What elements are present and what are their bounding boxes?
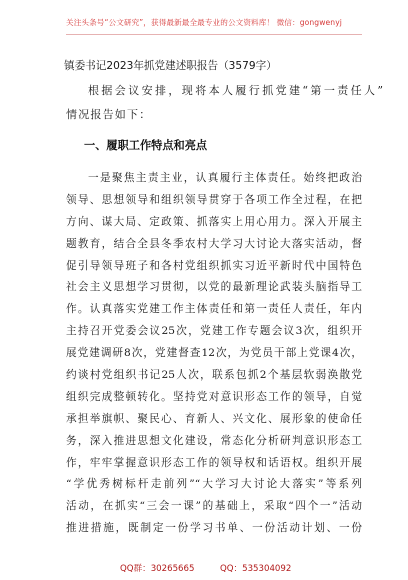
qq-contact: QQ：535304092 [220,564,292,574]
footer [0,560,408,580]
paragraph-line: 一是聚焦主责主业，认真履行主体责任。始终把政治 [88,172,362,184]
paragraph-line: 促引导领导班子和各村党组织抓实习近平新时代中国特色 [66,259,362,272]
intro-line-2: 情况报告如下： [66,108,152,121]
paragraph-line: 展党建调研8次，党建督查12次，为党员干部上党课4次， [66,347,362,360]
top-banner [0,0,408,46]
qq-group-contact: QQ群：30265665 [120,564,195,574]
paragraph-line: 约谈村党组织书记25人次，联系包抓2个基层软弱涣散党 [66,369,362,382]
intro-line-1: 根据会议安排，现将本人履行抓党建“第一责任人” [88,84,386,97]
paragraph-line: 务，深入推进思想文化建设，常态化分析研判意识形态工 [66,434,362,447]
paragraph-line: 推进措施，既制定一份学习书单、一份活动计划、一份 [66,522,362,535]
paragraph-line: 题教育，结合全县冬季农村大学习大讨论大落实活动，督 [66,237,362,250]
paragraph-line: 承担举旗帜、聚民心、育新人、兴文化、展形象的使命任 [66,412,362,425]
paragraph-line: 领导、思想领导和组织领导贯穿于各项工作全过程，在把 [66,193,362,206]
body-paragraph [66,168,362,540]
paragraph-line: 方向、谋大局、定政策、抓落实上用心用力。深入开展主 [66,215,362,228]
intro-paragraph [88,82,386,101]
document-title: 镇委书记2023年抓党建述职报告（3579字） [64,60,277,72]
paragraph-line: 作。认真落实党建工作主体责任和第一责任人责任，年内 [66,303,362,316]
paragraph-line: 作，牢牢掌握意识形态工作的领导权和话语权。组织开展 [66,456,362,469]
paragraph-line: 组织完成整顿转化。坚持党对意识形态工作的领导，自觉 [66,390,362,403]
header-divider [66,34,362,35]
paragraph-line: 社会主义思想学习贯彻，以党的最新理论武装头脑指导工 [66,281,362,294]
paragraph-line: 活动，在抓实“三会一课”的基础上，采取“四个一”活动 [66,500,362,513]
section-heading: 一、履职工作特点和亮点 [84,139,208,152]
paragraph-line: “学优秀树标杆走前列”“大学习大讨论大落实”等系列 [66,478,362,491]
paragraph-line: 主持召开党委会议25次，党建工作专题会议3次，组织开 [66,325,362,338]
promo-header-text: 关注头条号“公文研究”，获得最新最全最专业的公文资料库！ 微信：gongwenyj [66,18,342,27]
